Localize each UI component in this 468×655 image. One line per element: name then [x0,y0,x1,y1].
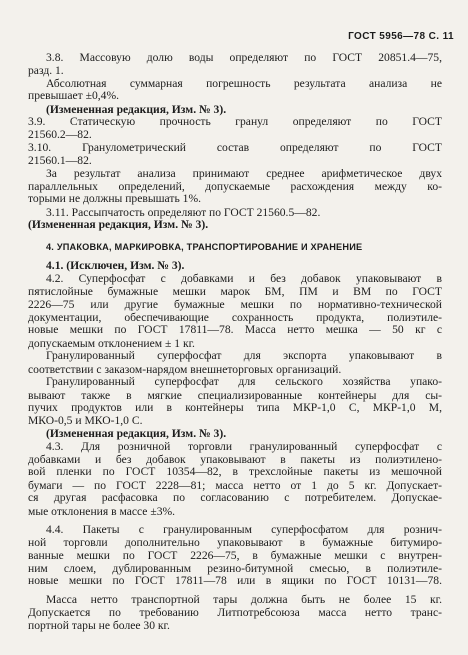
revision-note: (Измененная редакция, Изм. № 3). [46,102,227,116]
revision-note: (Измененная редакция, Изм. № 3). [46,426,227,440]
text-line: Допускается по требованию Литпотребсоюза масса нетто транс- [28,606,442,620]
text-line: 21560.1—82. [28,153,92,167]
text-line: новые мешки по ГОСТ 17811—78 или в ящики по ГОСТ 10131—78. [28,574,442,588]
text-line: 4.2. Суперфосфат с добавками и без добавок упаковывают в [46,272,442,286]
text-line: портной тары не более 30 кг. [28,619,170,632]
text-line: Гранулированный суперфосфат для сельского хозяйства упако- [46,375,442,389]
revision-note: 4.1. (Исключен, Изм. № 3). [46,259,185,273]
page-header: ГОСТ 5956—78 С. 11 [348,31,454,42]
text-line: мые отклонения в массе ±3%. [28,504,176,518]
text-line: документации, обеспечивающие сохранность продукта, полиэтиле- [28,310,442,324]
text-line: ной торговли дополнительно упаковывают в бумажные битумиро- [28,535,442,549]
text-line: Гранулированный суперфосфат для экспорта упаковывают в [46,349,442,363]
text-line: торыми не должны превышать 1%. [28,192,202,206]
text-line: допускаемым отклонением ± 1 кг. [28,336,195,350]
text-line: превышает ±0,4%. [28,89,120,103]
text-line: новые мешки по ГОСТ 17811—78. Масса нетто мешка — 50 кг с [28,323,442,337]
text-line: 2226—75 или другие бумажные мешки по нормативно-технической [28,298,442,312]
text-line: 3.11. Рассыпчатость определяют по ГОСТ 21560.5—82. [46,205,321,219]
text-line: 3.9. Статическую прочность гранул определяют по ГОСТ [28,115,442,129]
section-heading: 4. УПАКОВКА, МАРКИРОВКА, ТРАНСПОРТИРОВАНИЕ И ХРАНЕНИЕ [46,242,363,253]
text-line: 3.10. Гранулометрический состав определяют по ГОСТ [28,141,442,155]
text-line: За результат анализа принимают среднее арифметическое двух [46,167,442,181]
revision-note: (Измененная редакция, Изм. № 3). [28,218,209,231]
text-line: вывают также в мягкие специализированные контейнеры для сы- [28,388,442,402]
text-line: параллельных определений, допускаемые расхождения между ко- [28,179,442,193]
text-line: добавками и без добавок упаковывают в пакеты из полиэтилено- [28,452,442,466]
text-line: 21560.2—82. [28,127,92,141]
text-line: бумаги — по ГОСТ 2228—81; масса нетто от 1 до 5 кг. Допускает- [28,478,442,492]
text-line: 3.8. Массовую долю воды определяют по ГОСТ 20851.4—75, [46,51,442,64]
text-line: МКО-0,5 и МКО-1,0 С. [28,413,143,427]
text-line: ванные мешки по ГОСТ 2226—75, в бумажные мешки с внутрен- [28,549,442,563]
text-line: вой пленки по ГОСТ 10354—82, в трехслойные пакеты из мешочной [28,465,442,479]
text-line: 4.4. Пакеты с гранулированным суперфосфатом для рознич- [46,523,442,537]
text-line: ним слоем, дублированным резино-битумной смесью, в полиэтиле- [28,561,442,575]
text-line: пятислойные бумажные мешки марок БМ, ПМ и ВМ по ГОСТ [28,284,442,298]
text-line: 4.3. Для розничной торговли гранулированный суперфосфат с [46,440,442,454]
text-line: Абсолютная суммарная погрешность результата анализа не [46,76,442,90]
text-line: соответствии с заказом-нарядом внешнеторговых организаций. [28,362,342,376]
text-line: разд. 1. [28,64,64,78]
text-line: ся другая расфасовка по согласованию с потребителем. Допускае- [28,491,442,505]
text-line: Масса нетто транспортной тары должна быть не более 15 кг. [46,593,442,607]
text-line: пучих продуктов или в контейнеры типа МКР-1,0 С, МКР-1,0 М, [28,401,442,415]
